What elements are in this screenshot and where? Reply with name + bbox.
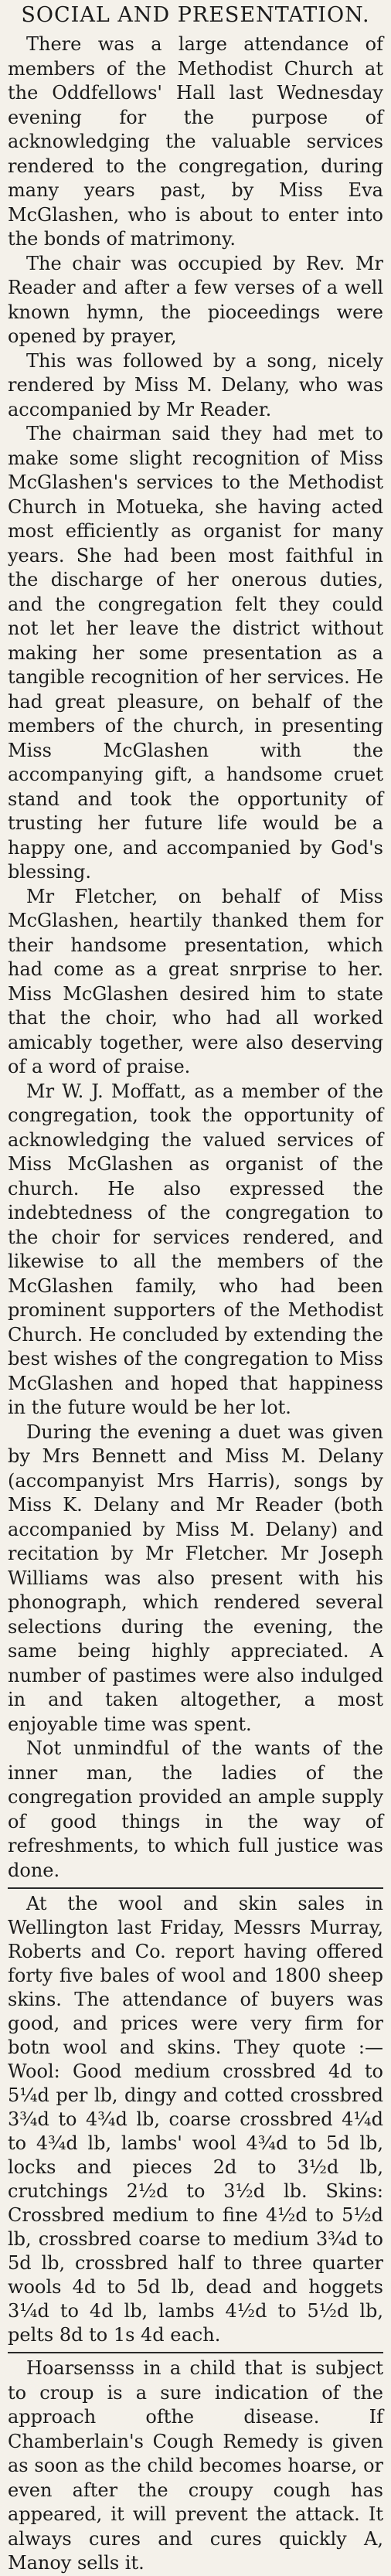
article-wool-and-skin-sales (8, 1892, 383, 2347)
paragraph: Not unmindful of the wants of the inner man, the ladies of the congregation provided an ample supply of good things in the way of refreshments, to which full justice was done. (8, 1737, 383, 1881)
paragraph: Mr W. J. Moffatt, as a member of the congregation, took the opportunity of acknowledging the valued services of Miss McGlashen as organist of the church. He also expressed the indebtedness of the congregation to the choir for services rendered, and likewise to all the members of the McGlashen family, who had been prominent supporters of the Methodist Church. He concluded by extending the best wishes of the congregation to Miss McGlashen and hoped that happiness in the future would be her lot. (8, 1080, 383, 1418)
paragraph: Mr Fletcher, on behalf of Miss McGlashen, heartily thanked them for their handsome presentation, which had come as a great snrprise to her. Miss McGlashen desired him to state that the choir, who had all worked amicably together, were also deserving of a word of praise. (8, 885, 383, 1077)
paragraph: There was a large attendance of members of the Methodist Church at the Oddfellows' Hall last Wednesday evening for the purpose of acknowledging the valuable services rendered to the congregation, during many years past, by Miss Eva McGlashen, who is about to enter into the bonds of matrimony. (8, 33, 383, 250)
column-divider (8, 1887, 383, 1889)
headline: SOCIAL AND PRESENTATION. (21, 3, 370, 27)
column-divider (8, 2352, 383, 2353)
paragraph: At the wool and skin sales in Wellington last Friday, Messrs Murray, Roberts and Co. report having offered forty five bales of wool and 1800 sheep skins. The attendance of buyers was good, and prices were very firm for botn wool and skins. They quote :— Wool: Good medium crossbred 4d to 5¼d per lb, dingy and cotted crossbred 3¾d to 4¾d lb, coarse crossbred 4¼d to 4¾d lb, lambs' wool 4¾d to 5d lb, locks and pieces 2d to 3½d lb, crutchings 2½d to 3½d lb. Skins: Crossbred medium to fine 4½d to 5½d lb, crossbred coarse to medium 3¾d to 5d lb, crossbred half to three quarter wools 4d to 5d lb, dead and hoggets 3¼d to 4d lb, lambs 4½d to 5½d lb, pelts 8d to 1s 4d each. (8, 1893, 383, 2346)
paragraph: Hoarsensss in a child that is subject to croup is a sure indication of the approach ofthe disease. If Chamberlain's Cough Remedy is given as soon as the child becomes hoarse, or even after the croupy cough has appeared, it will prevent the attack. It always cures and cures quickly A, Manoy sells it. (8, 2357, 383, 2574)
article-cough-remedy (8, 2357, 383, 2576)
paragraph: The chair was occupied by Rev. Mr Reader and after a few verses of a well known hymn, the pioceedings were opened by prayer, (8, 252, 383, 347)
paragraph: During the evening a duet was given by Mrs Bennett and Miss M. Delany (accompanyist Mrs Harris), songs by Miss K. Delany and Mr Reader (both accompanied by Miss M. Delany) and recitation by Mr Fletcher. Mr Joseph Williams was also present with his phonograph, which rendered several selections during the evening, the same being highly appreciated. A number of pastimes were also indulged in and taken altogether, a most enjoyable time was spent. (8, 1421, 383, 1735)
article-social-and-presentation (8, 3, 383, 1883)
paragraph: The chairman said they had met to make some slight recognition of Miss McGlashen's services to the Methodist Church in Motueka, she having acted most efficiently as organist for many years. She had been most faithful in the discharge of her onerous duties, and the congregation felt they could not let her leave the district without making her some presentation as a tangible recognition of her services. He had great pleasure, on behalf of the members of the church, in presenting Miss McGlashen with the accompanying gift, a handsome cruet stand and took the opportunity of trusting her future life would be a happy one, and accompanied by God's blessing. (8, 423, 383, 883)
paragraph: This was followed by a song, nicely rendered by Miss M. Delany, who was accompanied by Mr Reader. (8, 349, 383, 420)
